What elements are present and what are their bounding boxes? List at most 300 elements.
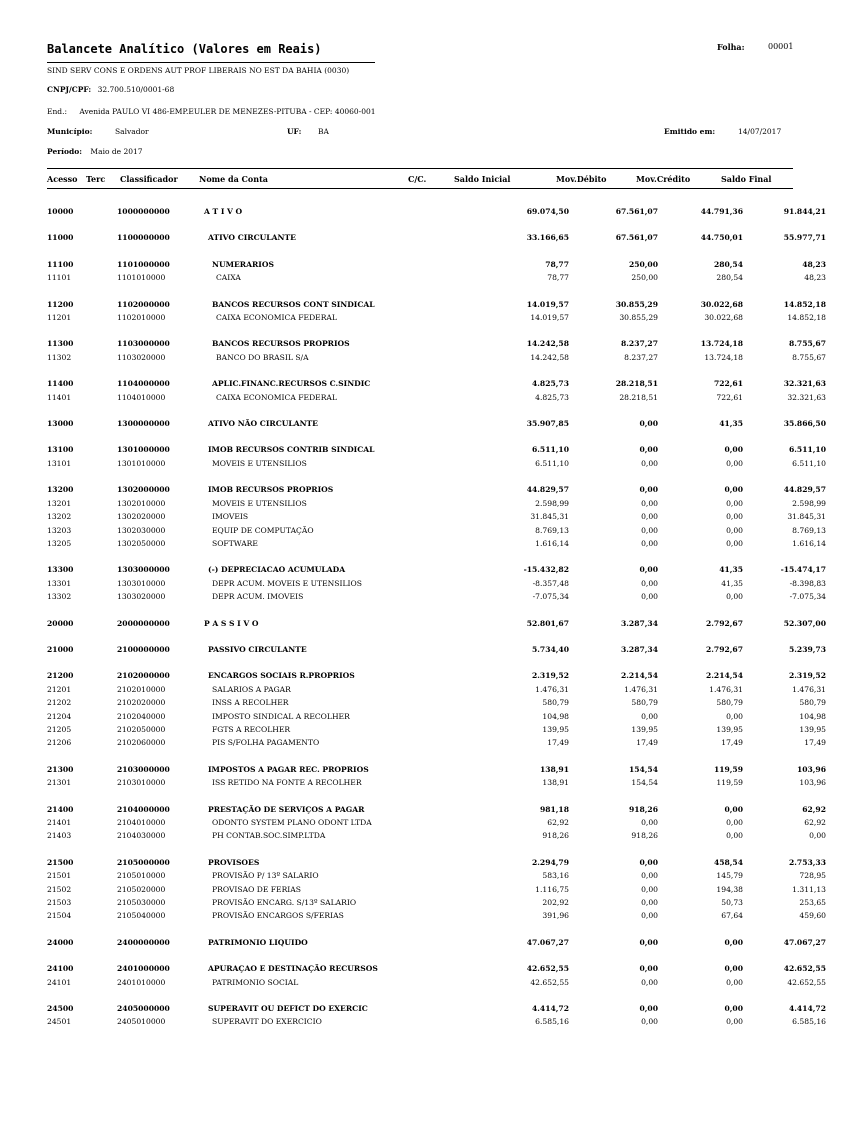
cell-mov-credito: 44.791,36	[700, 207, 743, 216]
table-row	[47, 524, 843, 537]
cell-saldo-final: 104,98	[799, 711, 826, 721]
cell-nome-da-conta: IMPOSTO SINDICAL A RECOLHER	[212, 711, 350, 721]
cell-nome-da-conta: INSS A RECOLHER	[212, 698, 289, 708]
cell-padding	[826, 936, 843, 949]
cell-saldo-final: 32.321,63	[783, 379, 826, 389]
cell-nome-da-conta: ATIVO NÃO CIRCULANTE	[208, 419, 318, 429]
cell-acesso: 24500	[47, 1004, 74, 1014]
col-header-mov-credito: Mov.Crédito	[636, 174, 691, 184]
cell-mov-debito: 0,00	[641, 538, 658, 548]
cell-nome-da-conta: APURAÇAO E DESTINAÇÃO RECURSOS	[208, 964, 378, 974]
cell-acesso: 13101	[47, 458, 72, 468]
cell-saldo-final: 91.844,21	[783, 207, 826, 216]
cell-mov-debito: 0,00	[641, 578, 658, 588]
cell-classificador: 2102000000	[117, 671, 170, 681]
folha-label: Folha:	[717, 42, 745, 52]
cell-nome-da-conta: NUMERARIOS	[212, 259, 274, 269]
table-row	[47, 443, 843, 456]
cell-padding	[826, 377, 843, 390]
cell-classificador: 2104030000	[117, 831, 166, 841]
cell-classificador: 2103000000	[117, 764, 170, 774]
cell-saldo-final: 103,96	[796, 764, 826, 774]
table-row	[47, 351, 843, 364]
cell-saldo-inicial: 35.907,85	[526, 419, 569, 429]
cell-mov-credito: 0,00	[726, 1017, 743, 1027]
cell-padding	[826, 776, 843, 789]
cell-nome-da-conta: BANCO DO BRASIL S/A	[216, 352, 309, 362]
cell-nome-da-conta: PROVISÃO P/ 13º SALARIO	[212, 871, 319, 881]
table-row	[47, 776, 843, 789]
periodo-value: Maio de 2017	[90, 147, 143, 156]
cell-saldo-final: 1.476,31	[792, 684, 826, 694]
cell-saldo-inicial: 2.294,79	[532, 857, 569, 867]
cnpj-value: 32.700.510/0001-68	[97, 85, 175, 94]
cell-saldo-final: 2.319,52	[789, 671, 826, 681]
cell-saldo-inicial: 31.845,31	[530, 512, 569, 522]
cell-classificador: 2102010000	[117, 684, 166, 694]
cell-classificador: 1302020000	[117, 512, 166, 522]
cell-nome-da-conta: IMPOSTOS A PAGAR REC. PROPRIOS	[208, 764, 369, 774]
cell-saldo-final: 139,95	[799, 724, 826, 734]
row-spacer-cell	[47, 218, 843, 231]
cell-acesso: 20000	[47, 618, 74, 628]
row-spacer	[47, 550, 843, 563]
cell-classificador: 1300000000	[117, 419, 170, 429]
cell-saldo-final: -8.398,83	[789, 578, 826, 588]
cell-nome-da-conta: P A S S I V O	[204, 618, 259, 628]
cell-padding	[826, 483, 843, 496]
cell-classificador: 1303010000	[117, 578, 166, 588]
cell-saldo-final: 253,65	[799, 898, 826, 908]
cell-saldo-inicial: -7.075,34	[532, 592, 569, 602]
cell-acesso: 13201	[47, 498, 72, 508]
cell-saldo-inicial: 42.652,55	[526, 964, 569, 974]
row-spacer	[47, 790, 843, 803]
table-row	[47, 683, 843, 696]
cell-acesso: 21400	[47, 804, 74, 814]
cell-mov-credito: 722,61	[716, 392, 743, 402]
cell-mov-debito: 0,00	[641, 1017, 658, 1027]
cell-acesso: 13301	[47, 578, 72, 588]
col-header-mov-debito: Mov.Débito	[556, 174, 607, 184]
cell-classificador: 2105010000	[117, 871, 166, 881]
cell-classificador: 2102040000	[117, 711, 166, 721]
row-spacer-cell	[47, 949, 843, 962]
cell-acesso: 21200	[47, 671, 74, 681]
cell-padding	[826, 883, 843, 896]
cell-mov-debito: 0,00	[639, 445, 658, 455]
cell-saldo-final: 459,60	[799, 911, 826, 921]
cell-saldo-inicial: 78,77	[547, 273, 569, 283]
cnpj-line	[47, 85, 174, 94]
cell-saldo-final: 1.616,14	[792, 538, 826, 548]
cell-classificador: 1103020000	[117, 352, 166, 362]
cell-classificador: 1101000000	[117, 259, 170, 269]
cell-padding	[826, 696, 843, 709]
cell-padding	[826, 577, 843, 590]
cell-acesso: 13100	[47, 445, 74, 455]
row-spacer-cell	[47, 285, 843, 298]
cell-saldo-final: 5.239,73	[789, 644, 826, 654]
cell-padding	[826, 617, 843, 630]
cell-mov-debito: 0,00	[639, 485, 658, 495]
cell-saldo-final: 42.652,55	[783, 964, 826, 974]
row-spacer-cell	[47, 364, 843, 377]
cell-padding	[826, 723, 843, 736]
cell-mov-debito: 0,00	[639, 1004, 658, 1014]
table-row	[47, 537, 843, 550]
cell-nome-da-conta: SOFTWARE	[212, 538, 258, 548]
cell-nome-da-conta: PRESTAÇÃO DE SERVIÇOS A PAGAR	[208, 804, 365, 814]
cell-nome-da-conta: ENCARGOS SOCIAIS R.PROPRIOS	[208, 671, 355, 681]
cell-acesso: 21204	[47, 711, 72, 721]
cell-mov-credito: 194,38	[716, 884, 743, 894]
table-row	[47, 337, 843, 350]
cell-mov-credito: 0,00	[726, 458, 743, 468]
cell-classificador: 2401000000	[117, 964, 170, 974]
table-row	[47, 736, 843, 749]
cell-classificador: 2401010000	[117, 977, 166, 987]
cell-nome-da-conta: DEPR ACUM. IMOVEIS	[212, 592, 304, 602]
cell-mov-debito: 0,00	[639, 857, 658, 867]
table-row	[47, 696, 843, 709]
column-header-top-line	[47, 168, 793, 169]
uf-label: UF:	[287, 127, 302, 136]
cell-classificador: 2405000000	[117, 1004, 170, 1014]
cell-mov-debito: 0,00	[641, 898, 658, 908]
cell-nome-da-conta: EQUIP DE COMPUTAÇÃO	[212, 525, 314, 535]
cell-saldo-final: 8.755,67	[789, 339, 826, 349]
cell-mov-debito: 28.218,51	[615, 379, 658, 389]
cell-padding	[826, 1002, 843, 1015]
cell-mov-debito: 3.287,34	[621, 644, 658, 654]
cell-nome-da-conta: BANCOS RECURSOS CONT SINDICAL	[212, 299, 375, 309]
emitido-value: 14/07/2017	[738, 127, 782, 136]
cell-mov-credito: 2.792,67	[706, 618, 743, 628]
cell-mov-debito: 2.214,54	[621, 671, 658, 681]
cell-saldo-inicial: 918,26	[542, 831, 569, 841]
row-spacer	[47, 364, 843, 377]
cell-saldo-inicial: 6.511,10	[535, 458, 569, 468]
cell-mov-credito: 44.750,01	[700, 233, 743, 243]
cell-padding	[826, 683, 843, 696]
cell-nome-da-conta: IMOVEIS	[212, 512, 249, 522]
cell-mov-debito: 580,79	[631, 698, 658, 708]
uf-value: BA	[318, 127, 329, 136]
cell-acesso: 13000	[47, 419, 74, 429]
cell-mov-credito: 722,61	[713, 379, 743, 389]
cell-mov-debito: 1.476,31	[624, 684, 658, 694]
cell-saldo-inicial: 1.616,14	[535, 538, 569, 548]
cell-nome-da-conta: ATIVO CIRCULANTE	[208, 233, 296, 243]
cell-saldo-inicial: 138,91	[539, 764, 569, 774]
table-row	[47, 417, 843, 430]
cell-acesso: 21503	[47, 898, 72, 908]
row-spacer	[47, 949, 843, 962]
address-line	[47, 107, 376, 116]
row-spacer	[47, 604, 843, 617]
cell-saldo-inicial: -15.432,82	[523, 565, 569, 575]
cell-padding	[826, 590, 843, 603]
cell-acesso: 21403	[47, 831, 72, 841]
cell-nome-da-conta: PATRIMONIO LIQUIDO	[208, 937, 308, 947]
cell-padding	[826, 337, 843, 350]
cell-mov-debito: 139,95	[631, 724, 658, 734]
cell-saldo-inicial: 42.652,55	[530, 977, 569, 987]
cell-mov-credito: 0,00	[726, 818, 743, 827]
cell-mov-credito: 0,00	[726, 711, 743, 721]
cell-classificador: 1302010000	[117, 498, 166, 508]
cell-padding	[826, 976, 843, 989]
cell-acesso: 11300	[47, 339, 74, 349]
cell-mov-credito: 0,00	[726, 977, 743, 987]
cell-saldo-inicial: 1.116,75	[535, 884, 569, 894]
cell-nome-da-conta: (-) DEPRECIACAO ACUMULADA	[208, 565, 346, 575]
cell-mov-debito: 67.561,07	[615, 207, 658, 216]
table-row	[47, 258, 843, 271]
cell-saldo-final: 14.852,18	[787, 313, 826, 323]
cell-saldo-inicial: 580,79	[542, 698, 569, 708]
cell-mov-debito: 0,00	[641, 498, 658, 508]
cell-mov-debito: 0,00	[641, 884, 658, 894]
cell-saldo-final: 52.307,00	[783, 618, 826, 628]
cell-saldo-inicial: 14.242,58	[530, 352, 569, 362]
row-spacer	[47, 404, 843, 417]
cell-classificador: 1302030000	[117, 525, 166, 535]
cell-saldo-inicial: 139,95	[542, 724, 569, 734]
cell-mov-debito: 154,54	[628, 764, 658, 774]
cell-saldo-inicial: 4.825,73	[535, 392, 569, 402]
cell-nome-da-conta: BANCOS RECURSOS PROPRIOS	[212, 339, 350, 349]
cell-saldo-final: 48,23	[802, 259, 826, 269]
cell-saldo-inicial: -8.357,48	[532, 578, 569, 588]
cell-mov-debito: 17,49	[636, 738, 658, 748]
table-row	[47, 590, 843, 603]
cell-saldo-inicial: 6.585,16	[535, 1017, 569, 1027]
cell-saldo-inicial: 104,98	[542, 711, 569, 721]
cell-mov-credito: 0,00	[726, 498, 743, 508]
cell-classificador: 2100000000	[117, 644, 170, 654]
cell-saldo-final: 31.845,31	[787, 512, 826, 522]
cell-mov-credito: 41,35	[719, 419, 743, 429]
table-row	[47, 563, 843, 576]
cell-classificador: 2103010000	[117, 778, 166, 788]
cell-acesso: 13205	[47, 538, 72, 548]
table-row	[47, 896, 843, 909]
cell-saldo-inicial: 583,16	[542, 871, 569, 881]
cell-mov-debito: 67.561,07	[615, 233, 658, 243]
cell-saldo-final: 0,00	[809, 831, 826, 841]
table-row	[47, 962, 843, 975]
cell-acesso: 11201	[47, 313, 72, 323]
cell-acesso: 11401	[47, 392, 72, 402]
cell-nome-da-conta: PROVISAO DE FERIAS	[212, 884, 301, 894]
cell-nome-da-conta: ODONTO SYSTEM PLANO ODONT LTDA	[212, 818, 372, 827]
row-spacer-cell	[47, 750, 843, 763]
row-spacer-cell	[47, 324, 843, 337]
row-spacer-cell	[47, 604, 843, 617]
row-spacer-cell	[47, 923, 843, 936]
cell-mov-credito: 50,73	[721, 898, 743, 908]
table-row	[47, 856, 843, 869]
cell-saldo-inicial: 14.019,57	[530, 313, 569, 323]
cell-saldo-final: 6.585,16	[792, 1017, 826, 1027]
cell-mov-debito: 0,00	[641, 592, 658, 602]
table-row	[47, 298, 843, 311]
cell-mov-credito: 119,59	[713, 764, 743, 774]
cell-saldo-final: 6.511,10	[789, 445, 826, 455]
cell-acesso: 21201	[47, 684, 72, 694]
cell-saldo-final: 55.977,71	[783, 233, 826, 243]
cell-saldo-final: 4.414,72	[789, 1004, 826, 1014]
cell-classificador: 1303000000	[117, 565, 170, 575]
table-row	[47, 497, 843, 510]
cell-saldo-final: 2.598,99	[792, 498, 826, 508]
cell-mov-credito: 139,95	[716, 724, 743, 734]
cell-padding	[826, 524, 843, 537]
cell-acesso: 11302	[47, 352, 72, 362]
cell-classificador: 2104010000	[117, 818, 166, 827]
row-spacer-cell	[47, 550, 843, 563]
cell-saldo-inicial: 14.242,58	[526, 339, 569, 349]
cell-acesso: 13302	[47, 592, 72, 602]
row-spacer-cell	[47, 630, 843, 643]
cell-mov-credito: 119,59	[716, 778, 743, 788]
cell-mov-credito: 0,00	[724, 1004, 743, 1014]
cell-classificador: 1102000000	[117, 299, 170, 309]
cell-acesso: 10000	[47, 207, 74, 216]
cell-acesso: 21301	[47, 778, 72, 788]
cell-mov-credito: 0,00	[726, 525, 743, 535]
cnpj-label: CNPJ/CPF:	[47, 85, 92, 94]
cell-padding	[826, 736, 843, 749]
row-spacer-cell	[47, 843, 843, 856]
cell-mov-debito: 0,00	[641, 512, 658, 522]
cell-padding	[826, 417, 843, 430]
cell-nome-da-conta: DEPR ACUM. MOVEIS E UTENSILIOS	[212, 578, 362, 588]
cell-saldo-final: 42.652,55	[787, 977, 826, 987]
cell-nome-da-conta: CAIXA	[216, 273, 241, 283]
cell-mov-debito: 0,00	[641, 525, 658, 535]
cell-classificador: 1302050000	[117, 538, 166, 548]
cell-acesso: 24501	[47, 1017, 72, 1027]
cell-padding	[826, 643, 843, 656]
cell-mov-debito: 154,54	[631, 778, 658, 788]
cell-mov-credito: 1.476,31	[709, 684, 743, 694]
table-row	[47, 643, 843, 656]
cell-padding	[826, 457, 843, 470]
cell-classificador: 2102050000	[117, 724, 166, 734]
col-header-terc: Terc	[86, 174, 106, 184]
cell-nome-da-conta: PROVISÃO ENCARGOS S/FERIAS	[212, 911, 344, 921]
cell-acesso: 24100	[47, 964, 74, 974]
cell-classificador: 1302000000	[117, 485, 170, 495]
cell-mov-credito: 13.724,18	[700, 339, 743, 349]
cell-nome-da-conta: MOVEIS E UTENSILIOS	[212, 498, 307, 508]
table-row	[47, 617, 843, 630]
cell-nome-da-conta: A T I V O	[204, 207, 243, 216]
cell-acesso: 11100	[47, 259, 74, 269]
cell-saldo-inicial: 6.511,10	[532, 445, 569, 455]
cell-classificador: 2105020000	[117, 884, 166, 894]
cell-saldo-final: 62,92	[802, 804, 826, 814]
table-row	[47, 763, 843, 776]
cell-saldo-inicial: 2.319,52	[532, 671, 569, 681]
row-spacer	[47, 430, 843, 443]
cell-saldo-inicial: 2.598,99	[535, 498, 569, 508]
col-header-saldo-inicial: Saldo Inicial	[454, 174, 511, 184]
table-row	[47, 311, 843, 324]
table-row	[47, 669, 843, 682]
cell-mov-debito: 0,00	[641, 871, 658, 881]
cell-saldo-inicial: 4.825,73	[532, 379, 569, 389]
cell-classificador: 2102060000	[117, 738, 166, 748]
folha-value: 00001	[768, 42, 794, 51]
table-row	[47, 976, 843, 989]
periodo-label: Período:	[47, 147, 83, 156]
cell-acesso: 13203	[47, 525, 72, 535]
column-header-bottom-line	[47, 188, 793, 189]
cell-saldo-inicial: 202,92	[542, 898, 569, 908]
cell-saldo-inicial: 1.476,31	[535, 684, 569, 694]
cell-saldo-inicial: 4.414,72	[532, 1004, 569, 1014]
cell-saldo-final: 8.769,13	[792, 525, 826, 535]
cell-padding	[826, 669, 843, 682]
cell-padding	[826, 763, 843, 776]
cell-mov-credito: 145,79	[716, 871, 743, 881]
cell-saldo-inicial: 33.166,65	[526, 233, 569, 243]
cell-acesso: 11000	[47, 233, 74, 243]
row-spacer	[47, 218, 843, 231]
cell-nome-da-conta: PASSIVO CIRCULANTE	[208, 644, 307, 654]
cell-saldo-final: 2.753,33	[789, 857, 826, 867]
cell-padding	[826, 258, 843, 271]
cell-mov-credito: 0,00	[726, 592, 743, 602]
cell-mov-credito: 458,54	[713, 857, 743, 867]
cell-padding	[826, 351, 843, 364]
cell-acesso: 21401	[47, 818, 72, 827]
cell-mov-credito: 2.792,67	[706, 644, 743, 654]
cell-saldo-final: 32.321,63	[787, 392, 826, 402]
row-spacer-cell	[47, 404, 843, 417]
cell-mov-credito: 41,35	[719, 565, 743, 575]
cell-acesso: 21502	[47, 884, 72, 894]
cell-saldo-inicial: 981,18	[539, 804, 569, 814]
cell-classificador: 1103000000	[117, 339, 170, 349]
cell-nome-da-conta: PATRIMONIO SOCIAL	[212, 977, 299, 987]
cell-classificador: 1104010000	[117, 392, 166, 402]
cell-saldo-inicial: 62,92	[547, 818, 569, 827]
cell-mov-credito: 0,00	[724, 937, 743, 947]
cell-nome-da-conta: PROVISÃO ENCARG. S/13º SALARIO	[212, 898, 357, 908]
cell-padding	[826, 298, 843, 311]
cell-acesso: 13300	[47, 565, 74, 575]
cell-padding	[826, 909, 843, 922]
row-spacer	[47, 843, 843, 856]
cell-mov-debito: 30.855,29	[615, 299, 658, 309]
cell-saldo-final: 103,96	[799, 778, 826, 788]
cell-mov-debito: 8.237,27	[621, 339, 658, 349]
table-row	[47, 510, 843, 523]
cell-saldo-final: 1.311,13	[792, 884, 826, 894]
row-spacer	[47, 630, 843, 643]
cell-saldo-inicial: 14.019,57	[526, 299, 569, 309]
cell-nome-da-conta: PROVISOES	[208, 857, 260, 867]
cell-saldo-final: 8.755,67	[792, 352, 826, 362]
cell-saldo-inicial: 138,91	[542, 778, 569, 788]
cell-nome-da-conta: APLIC.FINANC.RECURSOS C.SINDIC	[212, 379, 371, 389]
cell-mov-debito: 918,26	[631, 831, 658, 841]
